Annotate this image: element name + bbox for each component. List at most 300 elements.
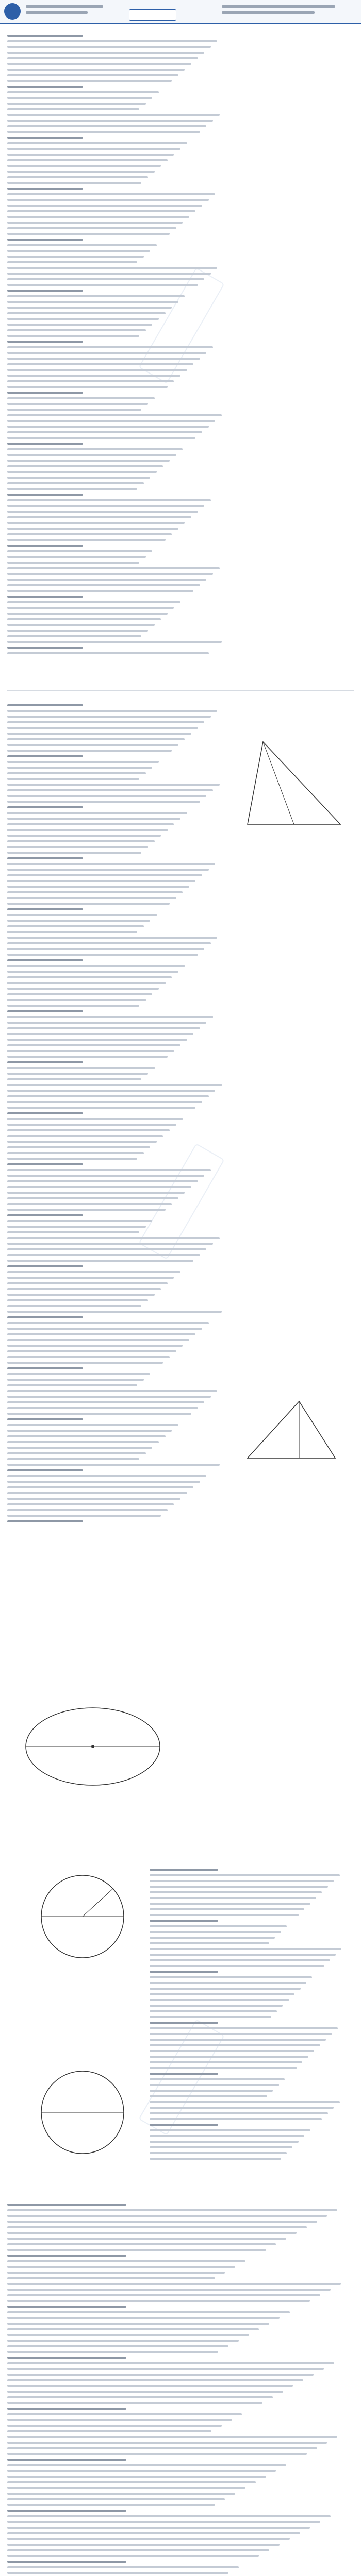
text-line — [150, 2101, 340, 2103]
text-line — [7, 1384, 137, 1386]
text-line — [7, 630, 148, 632]
text-line — [7, 1192, 185, 1194]
text-line — [7, 2328, 259, 2330]
text-line — [7, 2447, 317, 2449]
school-logo-icon — [4, 3, 21, 20]
text-line — [150, 2022, 218, 2024]
text-line — [7, 1288, 161, 1290]
text-line — [7, 738, 185, 740]
text-line — [7, 159, 168, 161]
text-line — [7, 1180, 198, 1182]
text-line — [7, 761, 159, 763]
text-line — [7, 2204, 126, 2206]
text-line — [7, 278, 204, 280]
text-line — [7, 375, 180, 377]
text-line — [7, 57, 198, 59]
text-line — [7, 244, 157, 246]
text-line — [7, 2306, 126, 2308]
text-line — [7, 1311, 222, 1313]
text-line — [7, 584, 200, 586]
text-line — [7, 733, 191, 735]
text-line — [7, 216, 189, 218]
text-line — [7, 976, 172, 978]
text-line — [7, 227, 176, 229]
text-line — [7, 1141, 157, 1143]
text-line — [7, 993, 152, 995]
text-line — [150, 2124, 218, 2126]
text-line — [7, 2430, 211, 2432]
text-line — [7, 335, 139, 337]
text-line — [7, 312, 166, 314]
text-line — [7, 239, 83, 241]
text-line — [7, 1373, 150, 1375]
text-line — [7, 2555, 259, 2557]
text-line — [150, 1931, 281, 1933]
text-line — [7, 2442, 327, 2444]
text-line — [7, 1016, 213, 1018]
text-line — [7, 590, 193, 592]
text-line — [7, 205, 202, 207]
text-line — [7, 108, 139, 110]
text-line — [7, 2566, 239, 2568]
text-line — [7, 137, 83, 139]
text-line — [7, 2351, 218, 2353]
circle-figure — [15, 1700, 170, 1793]
text-line — [7, 52, 204, 54]
text-line — [7, 1135, 163, 1137]
text-line — [150, 2129, 310, 2131]
text-line — [150, 1891, 322, 1893]
text-line — [7, 358, 200, 360]
text-line — [7, 1158, 137, 1160]
text-line — [7, 1163, 83, 1165]
header-right-line — [222, 5, 335, 8]
text-line — [7, 284, 198, 286]
text-line — [150, 2090, 273, 2092]
text-line — [7, 1401, 204, 1403]
text-line — [7, 539, 166, 541]
text-line — [150, 1959, 330, 1961]
text-line — [7, 914, 157, 916]
text-line — [7, 386, 168, 388]
text-line — [7, 2334, 249, 2336]
text-line — [7, 2476, 266, 2478]
text-line — [7, 716, 211, 718]
header-right-line — [222, 11, 315, 14]
text-line — [7, 97, 152, 99]
text-line — [150, 2146, 292, 2148]
text-line — [7, 363, 193, 365]
text-line — [7, 641, 222, 643]
text-line — [7, 1090, 215, 1092]
text-line — [150, 2073, 218, 2075]
text-line — [7, 1418, 83, 1420]
text-line — [7, 142, 187, 144]
text-line — [7, 1022, 206, 1024]
text-line — [7, 801, 200, 803]
text-line — [7, 1379, 144, 1381]
text-line — [7, 2538, 290, 2540]
text-line — [7, 1061, 83, 1063]
text-line — [7, 1005, 139, 1007]
text-line — [7, 176, 148, 178]
text-line — [7, 886, 189, 888]
text-line — [7, 755, 83, 757]
text-line — [7, 789, 213, 791]
text-line — [7, 352, 206, 354]
text-line — [150, 1971, 218, 1973]
text-line — [7, 511, 198, 513]
text-line — [7, 120, 213, 122]
text-line — [7, 403, 148, 405]
text-line — [7, 1367, 83, 1369]
text-line — [7, 1056, 168, 1058]
text-line — [150, 1954, 336, 1956]
text-line — [7, 1152, 144, 1154]
text-line — [7, 1396, 211, 1398]
text-line — [7, 778, 139, 780]
text-line — [150, 1886, 328, 1888]
text-line — [150, 2005, 283, 2007]
text-line — [150, 2135, 304, 2137]
text-line — [7, 2368, 324, 2370]
text-line — [7, 1350, 176, 1352]
text-line — [7, 2289, 331, 2291]
text-line — [7, 267, 217, 269]
text-line — [7, 1481, 200, 1483]
text-line — [7, 823, 174, 825]
text-line — [7, 1333, 195, 1335]
text-line — [7, 613, 168, 615]
text-line — [7, 74, 178, 76]
text-line — [150, 2084, 279, 2086]
text-line — [150, 2027, 338, 2029]
text-line — [7, 494, 83, 496]
text-line — [7, 1282, 168, 1284]
text-line — [7, 2221, 317, 2223]
text-line — [150, 2067, 297, 2069]
text-line — [7, 1129, 170, 1131]
text-line — [7, 2464, 286, 2466]
text-line — [7, 2515, 331, 2517]
text-line — [7, 988, 159, 990]
text-line — [7, 2340, 239, 2342]
text-line — [7, 2323, 269, 2325]
text-line — [150, 2141, 299, 2143]
text-line — [150, 1914, 299, 1916]
text-line — [7, 437, 195, 439]
text-line — [7, 1362, 163, 1364]
text-line — [7, 1101, 202, 1103]
text-line — [7, 2572, 228, 2574]
text-line — [7, 2391, 283, 2393]
text-line — [7, 1339, 189, 1341]
text-line — [7, 2345, 228, 2347]
text-line — [7, 2374, 314, 2376]
text-line — [7, 1316, 83, 1318]
text-line — [7, 2300, 310, 2302]
text-line — [7, 2487, 245, 2489]
text-line — [7, 1430, 172, 1432]
text-line — [150, 2107, 334, 2109]
text-line — [7, 1271, 180, 1273]
text-line — [150, 2056, 308, 2058]
text-line — [7, 1220, 152, 1222]
text-line — [7, 2260, 245, 2262]
text-line — [7, 903, 170, 905]
text-line — [7, 46, 211, 48]
text-line — [150, 2118, 322, 2120]
text-line — [7, 505, 204, 507]
text-line — [7, 1203, 172, 1205]
text-line — [7, 154, 174, 156]
text-line — [7, 784, 220, 786]
text-line — [7, 1197, 178, 1199]
text-line — [7, 222, 183, 224]
text-line — [7, 488, 137, 490]
text-line — [7, 1146, 150, 1148]
text-line — [7, 448, 183, 450]
text-line — [7, 880, 195, 882]
text-line — [7, 1492, 187, 1494]
text-line — [7, 1231, 139, 1233]
text-line — [7, 647, 83, 649]
text-line — [7, 2232, 297, 2234]
text-line — [7, 965, 185, 967]
text-line — [7, 795, 206, 797]
text-line — [7, 1452, 146, 1454]
text-line — [7, 1027, 200, 1029]
text-block — [7, 31, 224, 658]
text-line — [7, 2532, 300, 2534]
text-line — [7, 499, 211, 501]
text-line — [7, 443, 83, 445]
text-line — [7, 414, 222, 416]
text-line — [7, 2402, 262, 2404]
text-line — [7, 148, 180, 150]
header-subtitle — [26, 11, 88, 14]
text-line — [7, 812, 187, 814]
divider — [7, 690, 354, 691]
text-line — [150, 2044, 320, 2046]
text-line — [7, 1322, 209, 1324]
text-line — [7, 250, 150, 252]
text-line — [7, 522, 185, 524]
text-line — [7, 1328, 202, 1330]
text-line — [150, 1982, 306, 1984]
text-line — [7, 2294, 320, 2296]
text-line — [7, 869, 209, 871]
text-line — [150, 1948, 341, 1950]
text-line — [150, 1976, 312, 1978]
text-line — [150, 2095, 267, 2097]
text-line — [150, 1942, 269, 1944]
text-line — [150, 2010, 277, 2012]
text-line — [7, 1073, 148, 1075]
text-line — [7, 103, 146, 105]
text-line — [7, 114, 220, 116]
text-line — [7, 1243, 213, 1245]
text-line — [7, 635, 141, 637]
text-line — [7, 1260, 193, 1262]
text-line — [7, 618, 161, 620]
text-line — [7, 477, 150, 479]
text-line — [7, 125, 206, 127]
text-line — [7, 2385, 293, 2387]
circle-figure — [31, 1865, 134, 1968]
text-line — [7, 840, 155, 842]
text-line — [7, 193, 215, 195]
text-line — [7, 1175, 204, 1177]
text-line — [7, 1356, 170, 1358]
text-line — [150, 2061, 302, 2063]
text-line — [150, 1925, 287, 1927]
text-line — [7, 1475, 206, 1477]
text-line — [7, 874, 202, 876]
text-line — [7, 567, 220, 569]
text-line — [7, 2209, 337, 2211]
text-line — [7, 772, 146, 774]
text-line — [7, 1044, 180, 1046]
text-block — [150, 1865, 346, 2163]
text-line — [7, 1498, 180, 1500]
text-line — [7, 2215, 327, 2217]
text-line — [7, 1305, 141, 1307]
text-line — [7, 852, 141, 854]
text-line — [7, 1248, 206, 1250]
text-line — [150, 2152, 287, 2154]
text-line — [150, 2078, 285, 2080]
text-line — [7, 562, 139, 564]
text-line — [7, 624, 155, 626]
text-line — [7, 857, 83, 859]
text-line — [7, 426, 209, 428]
text-line — [7, 1118, 183, 1120]
text-line — [7, 806, 83, 808]
text-line — [7, 1039, 187, 1041]
text-line — [7, 2549, 269, 2551]
text-line — [7, 2413, 242, 2415]
text-line — [7, 80, 172, 82]
text-line — [7, 550, 152, 552]
text-line — [7, 2493, 235, 2495]
text-line — [150, 1993, 294, 1995]
text-line — [7, 2521, 320, 2523]
text-line — [7, 1469, 83, 1471]
text-line — [150, 1874, 340, 1876]
text-line — [7, 329, 146, 331]
text-line — [7, 1112, 83, 1114]
text-line — [7, 2453, 307, 2455]
text-line — [7, 1441, 159, 1443]
text-line — [7, 346, 213, 348]
text-line — [7, 482, 144, 484]
text-line — [7, 1237, 220, 1239]
text-line — [7, 233, 170, 235]
text-line — [7, 341, 83, 343]
text-line — [7, 2561, 126, 2563]
text-line — [7, 1095, 209, 1097]
text-line — [7, 2408, 126, 2410]
text-line — [7, 2266, 235, 2268]
text-line — [7, 63, 191, 65]
text-line — [7, 1265, 83, 1267]
text-line — [7, 1424, 178, 1426]
text-line — [7, 2510, 126, 2512]
text-line — [7, 1390, 217, 1392]
text-line — [7, 727, 198, 729]
text-line — [7, 516, 191, 518]
text-line — [7, 1169, 211, 1171]
text-line — [7, 465, 163, 467]
text-line — [7, 1124, 176, 1126]
text-line — [7, 2527, 310, 2529]
text-line — [7, 1050, 174, 1052]
text-line — [7, 2249, 266, 2251]
text-line — [7, 1345, 183, 1347]
text-line — [7, 420, 215, 422]
text-line — [7, 1186, 191, 1188]
text-line — [150, 2016, 271, 2018]
triangle-figure — [232, 721, 351, 840]
text-line — [150, 1920, 218, 1922]
text-line — [7, 652, 209, 654]
text-line — [7, 721, 204, 723]
text-line — [7, 925, 144, 927]
text-line — [150, 2112, 328, 2114]
text-line — [7, 2272, 225, 2274]
text-line — [7, 2481, 256, 2483]
text-line — [7, 1458, 139, 1460]
text-line — [7, 2255, 126, 2257]
text-line — [7, 1277, 174, 1279]
text-line — [7, 2504, 215, 2506]
text-line — [150, 2039, 326, 2041]
text-line — [150, 1869, 218, 1871]
text-line — [7, 1407, 198, 1409]
text-line — [7, 1209, 166, 1211]
text-line — [150, 2033, 332, 2035]
text-line — [7, 1033, 193, 1035]
text-line — [7, 35, 83, 37]
text-line — [7, 1503, 174, 1505]
text-line — [7, 1254, 200, 1256]
text-line — [7, 188, 83, 190]
text-line — [7, 942, 211, 944]
text-line — [7, 2311, 290, 2313]
text-line — [7, 1226, 146, 1228]
text-line — [150, 1908, 304, 1910]
text-line — [7, 1413, 191, 1415]
text-line — [7, 948, 204, 950]
text-line — [150, 1937, 275, 1939]
text-line — [7, 528, 178, 530]
text-block — [7, 2200, 348, 2576]
text-line — [7, 392, 83, 394]
text-line — [7, 431, 202, 433]
text-line — [7, 2317, 280, 2319]
text-line — [7, 959, 83, 961]
text-line — [7, 2425, 222, 2427]
text-line — [7, 171, 155, 173]
text-line — [7, 1214, 83, 1216]
text-line — [7, 2459, 126, 2461]
text-line — [150, 2158, 281, 2160]
text-line — [7, 835, 161, 837]
text-line — [7, 1084, 222, 1086]
text-line — [7, 937, 217, 939]
text-line — [7, 40, 217, 42]
